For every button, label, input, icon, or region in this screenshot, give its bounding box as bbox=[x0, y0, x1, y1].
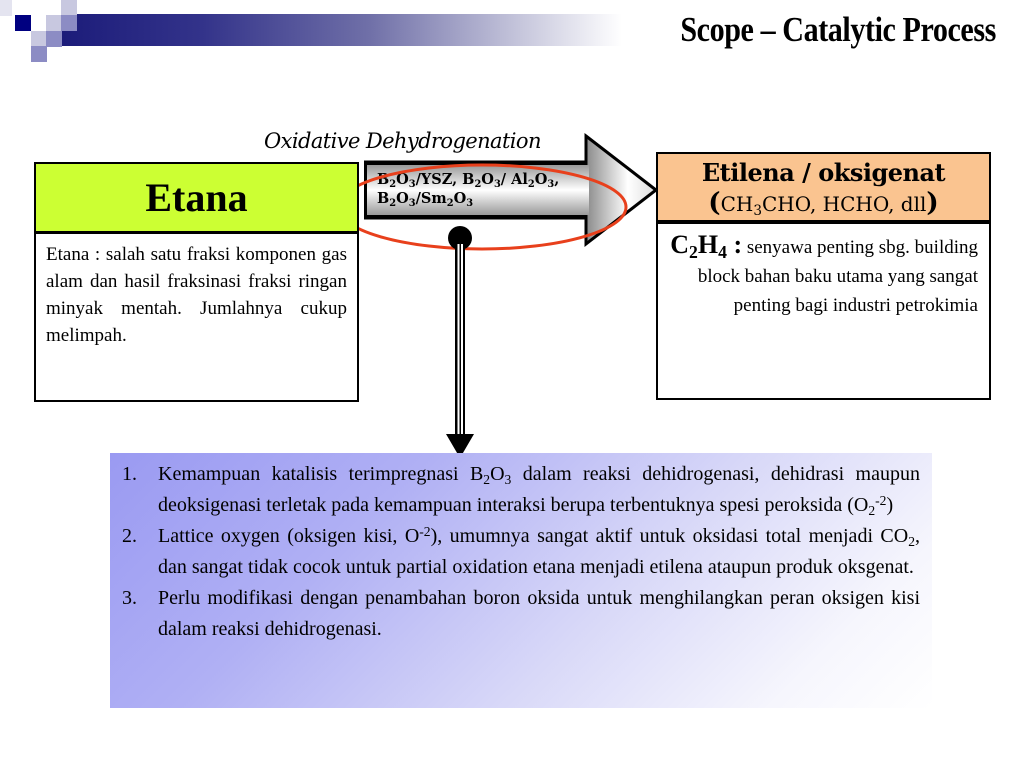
note-item bbox=[122, 583, 920, 645]
notes-list bbox=[110, 453, 932, 645]
decor-square bbox=[61, 15, 77, 31]
decor-square bbox=[46, 15, 62, 31]
note-text: Lattice oxygen (oksigen kisi, $O^{-2}$), umumnya sangat aktif untuk oksidasi total menjadi $CO_2$, dan sangat tidak cocok untuk partial oxidation etana menjadi etilena ataupun produk oksgenat. bbox=[158, 523, 920, 578]
note-number: 1. bbox=[122, 463, 137, 485]
reactant-description: Etana : salah satu fraksi komponen gas alam dan hasil fraksinasi fraksi ringan minyak mentah. Jumlahnya cukup melimpah. bbox=[46, 244, 347, 346]
note-text: Perlu modifikasi dengan penambahan boron oksida untuk menghilangkan peran oksigen kisi dalam reaksi dehidrogenasi. bbox=[158, 587, 920, 640]
catalyst-line-1: $B_2O_3$/YSZ, $B_2O_3/$ $Al_2O_3$, bbox=[377, 171, 560, 190]
note-number: 3. bbox=[122, 587, 137, 609]
decor-square bbox=[31, 31, 47, 47]
reactant-title: Etana bbox=[36, 164, 357, 234]
notes-panel bbox=[110, 453, 932, 708]
product-description: senyawa penting sbg. building block bahan baku utama yang sangat penting bagi industri petrokimia bbox=[697, 237, 978, 316]
reactant-box bbox=[34, 162, 359, 402]
connector-arrow-icon bbox=[440, 222, 480, 458]
highlight-ellipse-icon bbox=[334, 160, 630, 254]
product-title: Etilena / oksigenat bbox=[701, 158, 946, 187]
note-text: Kemampuan katalisis terimpregnasi $B_2O_3$ dalam reaksi dehidrogenasi, dehidrasi maupun deoksigenasi terletak pada kemampuan interaksi berupa terbentuknya spesi peroksida $(O_2^{-2})$ bbox=[158, 463, 920, 519]
note-item bbox=[122, 521, 920, 583]
decor-square bbox=[0, 0, 12, 16]
decor-square bbox=[46, 31, 62, 47]
product-header bbox=[658, 154, 989, 224]
header-gradient-band bbox=[62, 14, 622, 46]
decor-square bbox=[15, 15, 31, 31]
product-box bbox=[656, 152, 991, 400]
catalyst-line-2: $B_2O_3/Sm_2O_3$ bbox=[377, 190, 474, 209]
process-label: Oxidative Dehydrogenation bbox=[264, 129, 541, 153]
note-item bbox=[122, 459, 920, 521]
decor-square bbox=[31, 46, 47, 62]
slide-title: Scope – Catalytic Process bbox=[680, 10, 996, 49]
product-description-block bbox=[658, 224, 989, 320]
product-examples: ($CH_3CHO$, HCHO, dll) bbox=[708, 188, 939, 220]
note-number: 2. bbox=[122, 525, 137, 547]
product-formula: $C_2H_4$ : bbox=[670, 230, 743, 263]
decor-square bbox=[61, 0, 77, 16]
